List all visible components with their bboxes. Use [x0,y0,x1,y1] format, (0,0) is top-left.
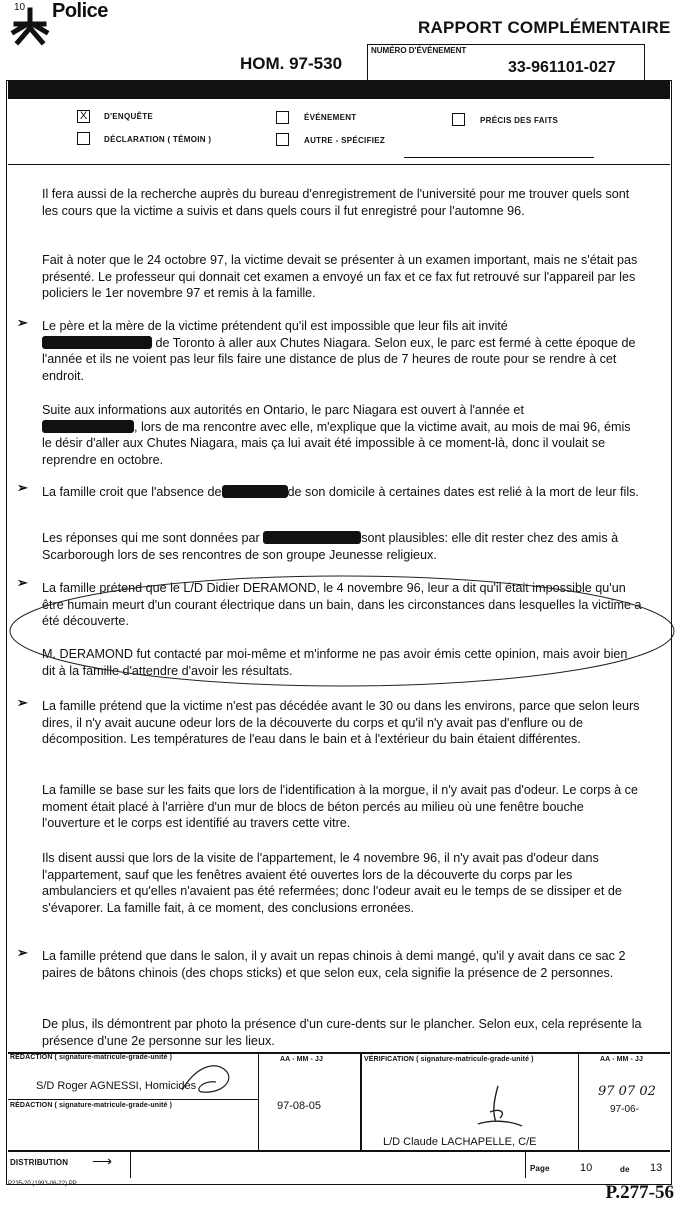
redaction-label: RÉDACTION ( signature-matricule-grade-unité ) [10,1054,173,1061]
form-code: P235-20 (1993-06-22) PP [8,1181,77,1187]
paragraph-9: La famille prétend que la victime n'est pas décédée avant le 30 ou dans les environs, parce que selon leurs dires, il n'y avait aucune odeur lors de la découverte du corps et qu'il n'y avait pas d'enflure ou de décomposition. Les températures de l'eau dans le bain et à l'extérieur du bain étaient différentes. [42,699,640,746]
paragraph-4-part-b: , lors de ma rencontre avec elle, m'explique que la victime avait, au mois de mai 96, émis le désir d'aller aux Chutes Niagara, mais ça lui avait été impossible à ce moment-là, donc il voulait se reprendre en octobre. [42,419,631,467]
page-number: 10 [580,1162,593,1174]
file-number: HOM. 97-530 [240,54,343,73]
bullet-arrow-icon: ➢ [17,575,28,590]
bullet-arrow-icon: ➢ [17,480,28,495]
paragraph-8: M. DERAMOND fut contacté par moi-même et m'informe ne pas avoir émis cette opinion, mais avoir bien dit à la famille d'attendre d'avoir les résultats. [42,647,628,678]
paragraph-3-part-b: de Toronto à aller aux Chutes Niagara. Selon eux, le parc est fermé à cette époque de l'année et ils ne voient pas leur fils faire une distance de plus de 7 heures de route pour se rendre à cet endroit. [42,335,636,383]
autre-specify-line[interactable] [404,157,594,158]
redaction-label-2: RÉDACTION ( signature-matricule-grade-unité ) [10,1102,173,1109]
bullet-arrow-icon: ➢ [17,695,28,710]
paragraph-1: Il fera aussi de la recherche auprès du bureau d'enregistrement de l'université pour me trouver quels sont les cours que la victime a suivis et dans quels cours il fut enregistré pour l'automne 96. [42,187,630,218]
footer-vline-5 [525,1150,526,1178]
checkbox-label-autre: AUTRE - SPÉCIFIEZ [304,136,386,145]
paragraph-11: Ils disent aussi que lors de la visite de l'appartement, le 4 novembre 96, il n'y avait pas d'odeur dans l'appartement, sauf que les fenêtres avaient été ouvertes lors de la découverte du corps par les ambulanciers et qu'elles n'avaient pas été refermées; donc l'odeur avait eu le temps de se dissiper et de s'évaporer. La famille fait, à ce moment, des conclusions erronées. [42,851,622,915]
checkbox-label-declaration: DÉCLARATION ( TÉMOIN ) [104,135,212,144]
verifier-name: L/D Claude LACHAPELLE, C/E [383,1136,537,1148]
paragraph-12: La famille prétend que dans le salon, il y avait un repas chinois à demi mangé, qu'il y avait dans ce sac 2 paires de bâtons chinois (des chops sticks) et que selon eux, cela signifie la présence de 2 personnes. [42,949,626,980]
police-logo-icon [10,2,50,46]
checkbox-enquete[interactable]: X [77,110,90,123]
of-label: de [620,1165,630,1174]
date-label-2: AA - MM - JJ [600,1056,643,1063]
section-divider [8,164,670,165]
checkbox-label-precis: PRÉCIS DES FAITS [480,116,559,125]
verification-label: VÉRIFICATION ( signature-matricule-grade-unité ) [364,1056,534,1063]
redaction-block [222,485,288,498]
verif-date-handwritten: 97 07 02 [598,1084,656,1099]
paragraph-3-part-a: Le père et la mère de la victime prétendent qu'il est impossible que leur fils ait invité [42,319,508,333]
page-label: Page [530,1164,550,1173]
distribution-arrow-icon: ⟶ [92,1153,113,1169]
checkbox-label-enquete: D'ENQUÊTE [104,112,154,121]
paragraph-6 [42,530,642,563]
paragraph-3 [42,318,642,384]
checkbox-autre[interactable] [276,133,289,146]
checkbox-precis[interactable] [452,113,465,126]
report-title: RAPPORT COMPLÉMENTAIRE [418,18,671,37]
footer-vline-3 [578,1052,579,1150]
footer-distribution-line [8,1150,670,1152]
form-number: 10 [14,2,26,13]
bullet-arrow-icon: ➢ [17,315,28,330]
verif-date: 97-06- [610,1104,639,1115]
redaction-block [42,336,152,349]
author-name: S/D Roger AGNESSI, Homicides [36,1080,197,1092]
paragraph-4-part-a: Suite aux informations aux autorités en Ontario, le parc Niagara est ouvert à l'année et [42,403,524,417]
paragraph-5 [42,484,642,501]
paragraph-5-part-b: de son domicile à certaines dates est relié à la mort de leur fils. [287,485,639,499]
event-number: 33-961101-027 [508,59,616,76]
checkbox-label-evenement: ÉVÉNEMENT [304,113,357,122]
organization-name: Police [52,0,108,22]
date-label: AA - MM - JJ [280,1056,323,1063]
author-signature-icon [172,1060,242,1100]
paragraph-6-part-b: sont plausibles: elle dit rester chez des amis à Scarborough lors de ses rencontres de son groupe Jeunesse religieux. [42,531,619,562]
redaction-block [42,420,134,433]
bullet-arrow-icon: ➢ [17,945,28,960]
author-date: 97-08-05 [277,1100,322,1112]
footer-vline-4 [130,1150,131,1178]
page-total: 13 [650,1162,663,1174]
footer-vline-1 [258,1052,259,1150]
page-stamp: P.277-56 [605,1182,674,1203]
paragraph-13: De plus, ils démontrent par photo la présence d'un cure-dents sur le plancher. Selon eux, cela représente la présence d'une 2e personne sur les lieux. [42,1017,642,1048]
redaction-block [263,531,361,544]
paragraph-7: La famille prétend que le L/D Didier DERAMOND, le 4 novembre 96, leur a dit qu'il était impossible qu'un être humain meurt d'un courant électrique dans un bain, dans les circonstances dans lesquelles la victime a été découverte. [42,581,642,628]
event-number-label: NUMÉRO D'ÉVÉNEMENT [371,46,467,55]
paragraph-6-part-a: Les réponses qui me sont données par [42,531,260,545]
distribution-label: DISTRIBUTION [10,1158,69,1167]
paragraph-10: La famille se base sur les faits que lors de l'identification à la morgue, il n'y avait pas d'odeur. Le corps à ce moment était placé à l'arrière d'un mur de blocs de béton percés au milieu où une fenêtre bouche l'ouverture et le corps est identifié au travers cette vitre. [42,783,638,830]
paragraph-2: Fait à noter que le 24 octobre 97, la victime devait se présenter à un examen important, mais ne s'était pas présenté. Le professeur qui donnait cet examen a envoyé un fax et ce fax fut retrouvé sur l'appareil par les policiers le 1er novembre 97 et remis à la famille. [42,253,638,300]
paragraph-4 [42,402,642,468]
footer-vline-2 [360,1052,362,1150]
checkbox-declaration[interactable] [77,132,90,145]
checkbox-evenement[interactable] [276,111,289,124]
header-bar [8,81,670,99]
paragraph-5-part-a: La famille croit que l'absence de [42,485,222,499]
verifier-signature-icon [470,1082,530,1132]
